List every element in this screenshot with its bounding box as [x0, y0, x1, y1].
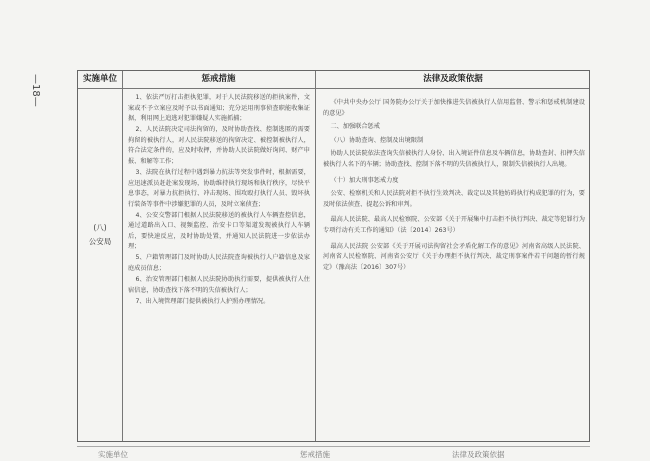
policy-table	[77, 70, 590, 442]
measure-item: 7、出入境管理部门提供被执行人护照办理情况。	[135, 297, 270, 305]
measures-cell	[128, 93, 310, 308]
basis-item: 最高人民法院、最高人民检察院、公安部《关于开展集中打击拒不执行判决、裁定等犯罪行为专项行动有关工作的通知》（法〔2014〕263号）	[323, 216, 585, 234]
footer-label-unit: 实施单位	[98, 450, 128, 459]
basis-item: 公安、检察机关和人民法院对拒不执行生效判决、裁定以及其他妨碍执行构成犯罪的行为，要及时依法侦查、提起公诉和审判。	[323, 190, 585, 208]
measure-item: 4、公安交警部门根据人民法院移送的被执行人车辆查控信息，通过道路出入口、视频监控、治安卡口等渠道发现被执行人车辆后，要快速反应，及时协助处置，并通知人民法院进一步依法办理；	[128, 211, 310, 251]
basis-cell	[323, 98, 585, 278]
header-unit: 实施单位	[82, 74, 117, 84]
column-divider	[122, 71, 123, 441]
unit-number: (八)	[93, 223, 107, 232]
page-number: —18—	[30, 74, 41, 107]
basis-item: 《中共中央办公厅 国务院办公厅关于加快推进失信被执行人信用监督、警示和惩戒机制建设的意见》	[323, 99, 585, 117]
header-measures: 惩戒措施	[201, 74, 236, 84]
unit-cell	[78, 221, 122, 249]
measure-item: 3、法院在执行过程中遇到暴力抗法等突发事件时，根据需要，应迅速派员赶赴案发现场，协助维持执行现场和执行秩序，尽快平息事态，对暴力抗拒执行、冲击现场、围攻殴打执行人员、毁坏执行装备等事件中涉嫌犯罪的人员，及时立案侦查；	[128, 168, 310, 208]
footer-label-measures: 惩戒措施	[300, 450, 330, 459]
footer-divider	[77, 446, 590, 447]
measure-item: 6、治安管理部门根据人民法院协助执行需要，提供被执行人住宿信息，协助查找下落不明的失信被执行人；	[128, 276, 310, 294]
basis-item: （八）协助查询、控制及出境限制	[330, 136, 424, 144]
measure-item: 1、依法严厉打击拒执犯罪，对于人民法院移送的拒执案件，文案或不予立案应及时予以书面通知；充分运用刑事侦查职能收集证据，利用网上追逃对犯罪嫌疑人实施抓捕；	[128, 94, 310, 123]
column-divider	[315, 71, 316, 441]
measure-item: 5、户籍管理部门及时协助人民法院查询被执行人户籍信息及家庭成员信息；	[128, 254, 310, 273]
unit-name: 公安局	[88, 237, 112, 246]
table-header-row	[78, 71, 589, 89]
header-basis: 法律及政策依据	[423, 74, 483, 84]
basis-item: 协助人民法院依法查询失信被执行人身份、出入境证件信息及车辆信息，协助查封、扣押失信被执行人名下的车辆；协助查找、控制下落不明的失信被执行人，限制失信被执行人出境。	[323, 150, 585, 168]
basis-item: 最高人民法院 公安部《关于开展司法拘留社会矛盾化解工作的意见》河南省高级人民法院、河南省人民检察院、河南省公安厅《关于办理拒不执行判决、裁定刑事案件若干问题的暂行规定》（豫高法〔2016〕307号）	[323, 242, 585, 271]
footer-label-basis: 法律及政策依据	[452, 450, 505, 459]
measure-item: 2、人民法院决定司法拘留的，及时协助查找、控制逃匿的需要拘留的被执行人，对人民法院移送的拘留决定、被控制被执行人，符合法定条件的，应及时收押，并协助人民法院做好询问、财产申报、和解等工作；	[128, 126, 310, 165]
basis-item: （十）加大刑事惩戒力度	[330, 176, 399, 184]
basis-item: 二、加强联合惩戒	[330, 123, 380, 131]
